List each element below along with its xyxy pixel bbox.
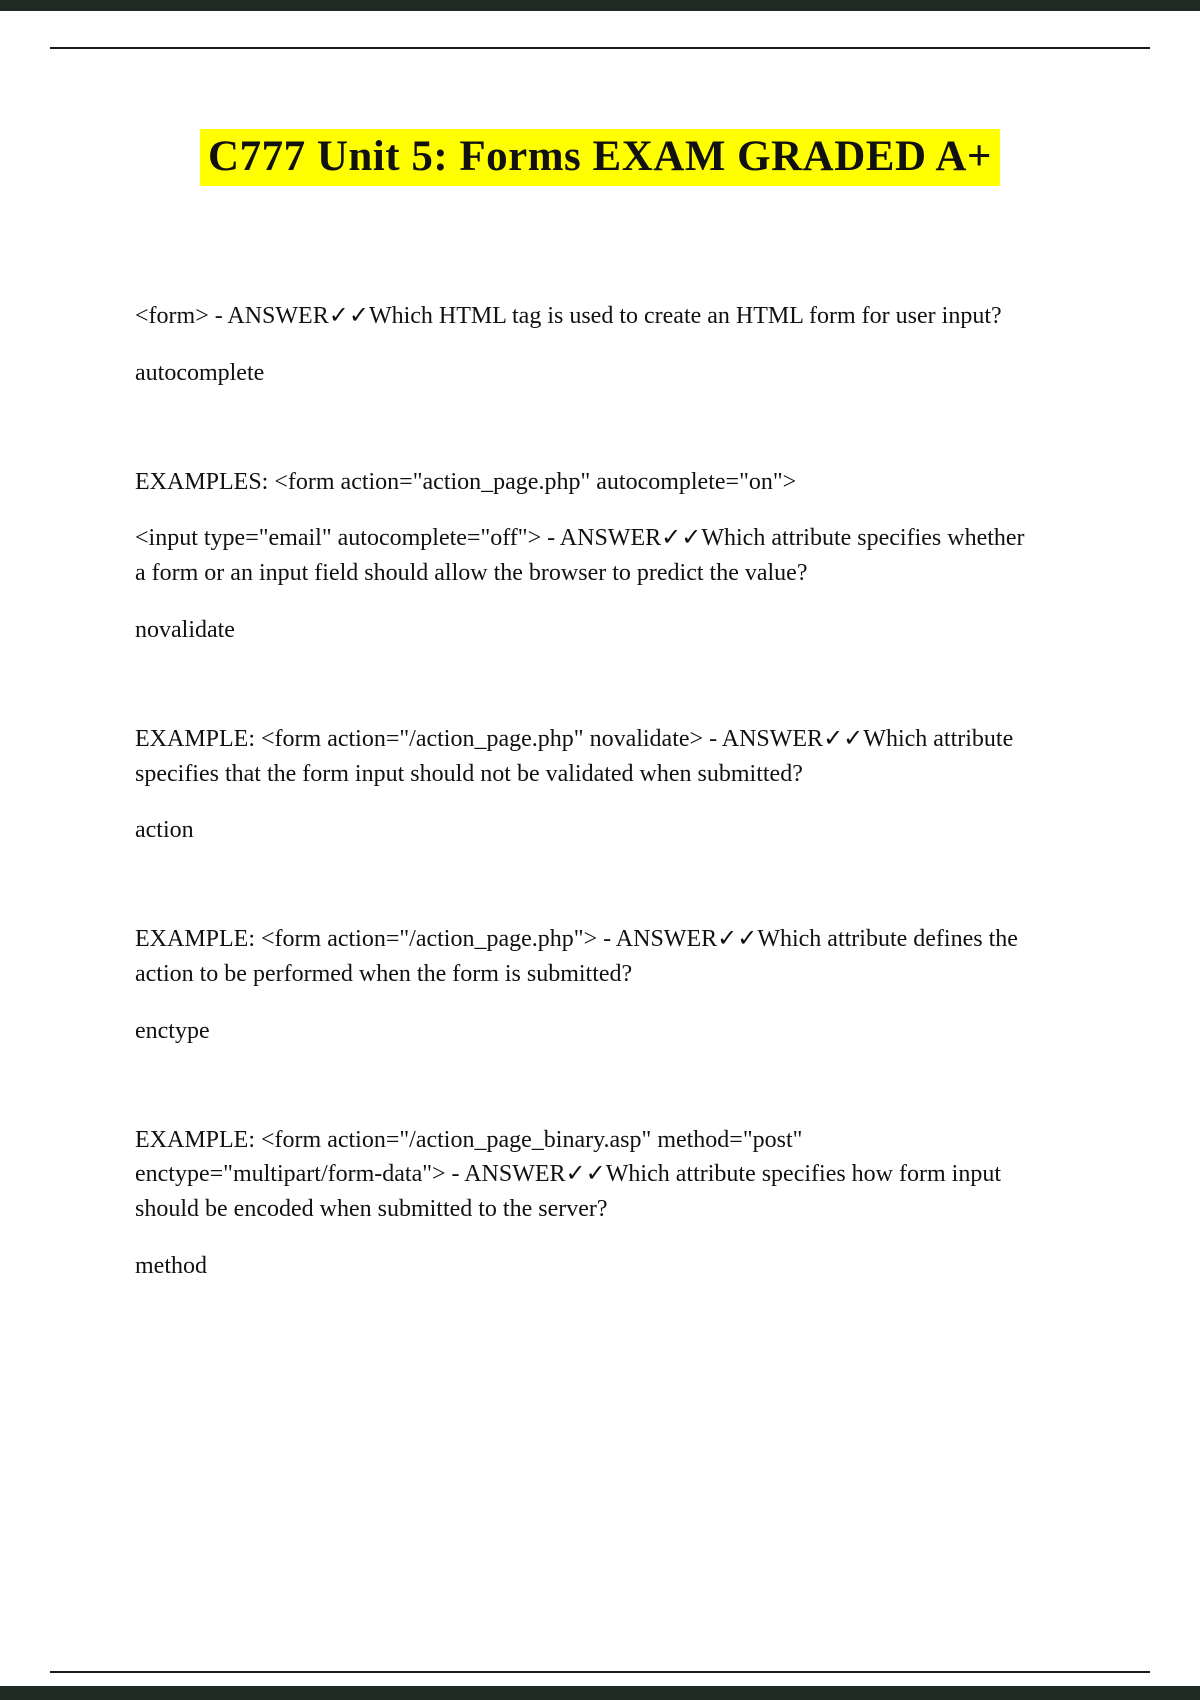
example-line: EXAMPLES: <form action="action_page.php" autocomplete="on"> (135, 468, 797, 495)
qa-question: EXAMPLE: <form action="/action_page.php"> - ANSWER✓✓Which attribute defines the action to be performed when the form is submitted? (135, 926, 1018, 987)
qa-answer: enctype (135, 1017, 210, 1044)
top-border-bar (0, 0, 1200, 11)
qa-question: <form> - ANSWER✓✓Which HTML tag is used to create an HTML form for user input? (135, 303, 1002, 329)
title-highlight: C777 Unit 5: Forms EXAM GRADED A+ (200, 129, 1000, 186)
qa-question: EXAMPLE: <form action="/action_page.php" novalidate> - ANSWER✓✓Which attribute specifies that the form input should not be validated when submitted? (135, 725, 1014, 787)
qa-answer: novalidate (135, 616, 235, 643)
qa-answer: action (135, 817, 194, 844)
bottom-border-bar (0, 1686, 1200, 1700)
top-rule (50, 47, 1150, 49)
page-title (0, 0, 1200, 181)
qa-answer: autocomplete (135, 359, 265, 386)
qa-question: <input type="email" autocomplete="off"> - ANSWER✓✓Which attribute specifies whether a form or an input field should allow the browser to predict the value? (135, 525, 1025, 587)
qa-answer: method (135, 1252, 207, 1279)
document-content (135, 299, 1040, 1284)
bottom-rule (50, 1671, 1150, 1673)
qa-question: EXAMPLE: <form action="/action_page_binary.asp" method="post" enctype="multipart/form-data"> - ANSWER✓✓Which attribute specifies how form input should be encoded when submitted to the server? (135, 1126, 1002, 1223)
